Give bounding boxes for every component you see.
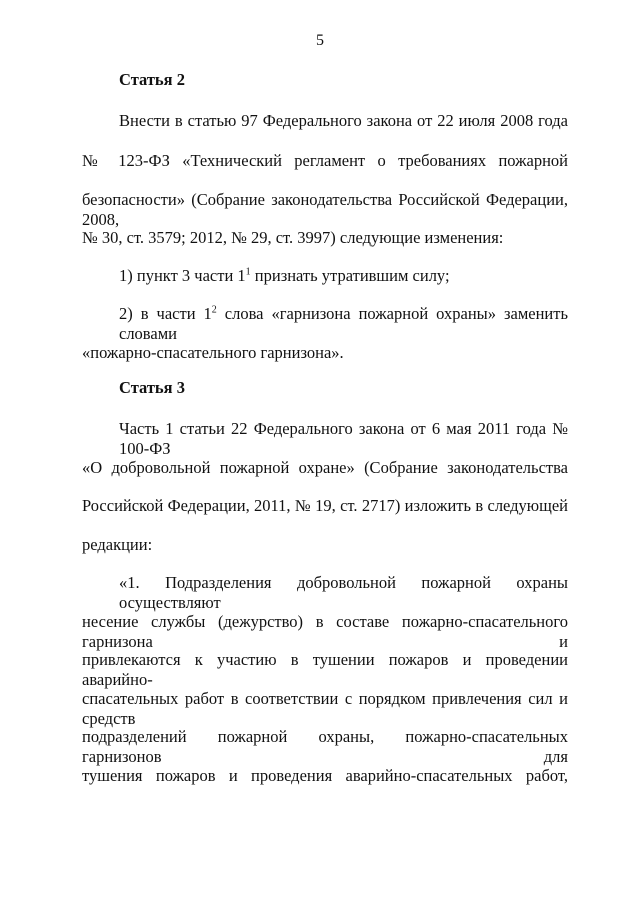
item-1-text-end: признать утратившим силу; — [250, 266, 450, 285]
article-3-paragraph-line: «О добровольной пожарной охране» (Собрание законодательства — [82, 458, 568, 477]
quote-line: тушения пожаров и проведения аварийно-спасательных работ, — [82, 766, 568, 785]
quote-line: подразделений пожарной охраны, пожарно-спасательных гарнизонов для — [82, 727, 568, 766]
item-2-text-end: слова «гарнизона пожарной охраны» заменить словами — [119, 304, 568, 343]
article-3-paragraph-line: Часть 1 статьи 22 Федерального закона от 6 мая 2011 года № 100-ФЗ — [119, 419, 568, 458]
article-2-heading: Статья 2 — [119, 70, 185, 89]
page-number: 5 — [316, 32, 324, 49]
article-2-paragraph-line: Внести в статью 97 Федерального закона от 22 июля 2008 года — [119, 111, 568, 130]
article-2-item-1 — [119, 266, 450, 286]
quote-line: «1. Подразделения добровольной пожарной охраны осуществляют — [119, 573, 568, 612]
article-3-paragraph-line: Российской Федерации, 2011, № 19, ст. 2717) изложить в следующей — [82, 496, 568, 515]
item-2-text: 2) в части 1 — [119, 304, 212, 323]
article-3-heading: Статья 3 — [119, 378, 185, 397]
quote-line: привлекаются к участию в тушении пожаров и проведении аварийно- — [82, 650, 568, 689]
item-1-text: 1) пункт 3 части 1 — [119, 266, 246, 285]
item-2-superscript: 2 — [211, 304, 217, 316]
article-2-paragraph-line: безопасности» (Собрание законодательства Российской Федерации, 2008, — [82, 190, 568, 229]
article-2-item-2-line: «пожарно-спасательного гарнизона». — [82, 343, 344, 362]
article-2-paragraph-line: № 30, ст. 3579; 2012, № 29, ст. 3997) следующие изменения: — [82, 228, 504, 247]
article-2-item-2 — [119, 304, 568, 344]
article-3-paragraph-line: редакции: — [82, 535, 153, 554]
quote-line: несение службы (дежурство) в составе пожарно-спасательного гарнизона и — [82, 612, 568, 651]
article-2-paragraph-line: № 123-ФЗ «Технический регламент о требованиях пожарной — [82, 151, 568, 170]
item-1-superscript: 1 — [245, 266, 251, 278]
quote-line: спасательных работ в соответствии с порядком привлечения сил и средств — [82, 689, 568, 728]
